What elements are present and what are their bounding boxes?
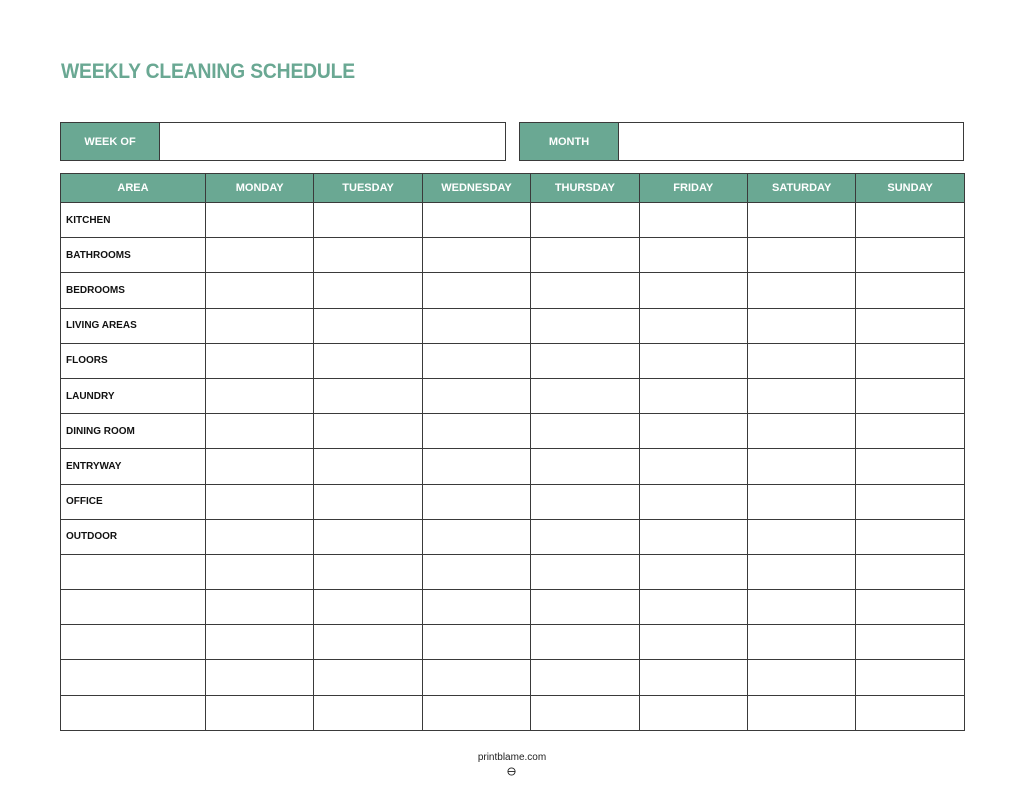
column-header-thursday: THURSDAY — [531, 174, 639, 203]
schedule-cell[interactable] — [639, 308, 747, 343]
schedule-cell[interactable] — [422, 238, 530, 273]
schedule-cell[interactable] — [531, 343, 639, 378]
footer-text: printblame.com — [477, 752, 547, 763]
area-cell: OUTDOOR — [61, 519, 206, 554]
schedule-cell[interactable] — [531, 203, 639, 238]
schedule-cell[interactable] — [639, 414, 747, 449]
schedule-cell[interactable] — [531, 660, 639, 695]
area-cell: LIVING AREAS — [61, 308, 206, 343]
schedule-cell[interactable] — [206, 590, 314, 625]
schedule-cell[interactable] — [747, 484, 855, 519]
area-cell[interactable] — [61, 660, 206, 695]
column-header-sunday: SUNDAY — [856, 174, 965, 203]
schedule-cell[interactable] — [422, 203, 530, 238]
schedule-cell[interactable] — [531, 625, 639, 660]
schedule-cell[interactable] — [314, 695, 422, 730]
table-row — [61, 238, 965, 273]
schedule-cell[interactable] — [639, 695, 747, 730]
printblame-logo-icon — [507, 767, 516, 776]
area-cell: FLOORS — [61, 343, 206, 378]
page-title: WEEKLY CLEANING SCHEDULE — [61, 60, 356, 83]
schedule-cell[interactable] — [314, 203, 422, 238]
schedule-cell[interactable] — [531, 378, 639, 413]
schedule-cell[interactable] — [639, 519, 747, 554]
schedule-cell[interactable] — [531, 590, 639, 625]
schedule-cell[interactable] — [422, 484, 530, 519]
schedule-cell[interactable] — [314, 273, 422, 308]
table-row — [61, 308, 965, 343]
schedule-cell[interactable] — [747, 449, 855, 484]
area-cell[interactable] — [61, 695, 206, 730]
schedule-cell[interactable] — [639, 378, 747, 413]
schedule-cell[interactable] — [856, 519, 965, 554]
month-input[interactable] — [619, 123, 963, 160]
column-header-saturday: SATURDAY — [747, 174, 855, 203]
schedule-cell[interactable] — [856, 308, 965, 343]
schedule-cell[interactable] — [747, 238, 855, 273]
table-row — [61, 554, 965, 589]
schedule-cell[interactable] — [639, 625, 747, 660]
schedule-cell[interactable] — [639, 590, 747, 625]
schedule-cell[interactable] — [314, 625, 422, 660]
column-header-wednesday: WEDNESDAY — [422, 174, 530, 203]
schedule-cell[interactable] — [422, 625, 530, 660]
schedule-cell[interactable] — [206, 273, 314, 308]
schedule-cell[interactable] — [531, 695, 639, 730]
table-row — [61, 590, 965, 625]
schedule-cell[interactable] — [747, 203, 855, 238]
schedule-cell[interactable] — [206, 625, 314, 660]
table-row — [61, 203, 965, 238]
schedule-body — [61, 203, 965, 731]
schedule-cell[interactable] — [531, 238, 639, 273]
schedule-cell[interactable] — [639, 238, 747, 273]
schedule-cell[interactable] — [206, 414, 314, 449]
schedule-cell[interactable] — [206, 519, 314, 554]
schedule-cell[interactable] — [422, 695, 530, 730]
schedule-cell[interactable] — [747, 414, 855, 449]
schedule-cell[interactable] — [856, 343, 965, 378]
area-cell: BATHROOMS — [61, 238, 206, 273]
schedule-cell[interactable] — [422, 519, 530, 554]
schedule-cell[interactable] — [206, 695, 314, 730]
week-of-field — [60, 122, 506, 161]
week-of-input[interactable] — [160, 123, 505, 160]
schedule-cell[interactable] — [747, 554, 855, 589]
schedule-cell[interactable] — [314, 554, 422, 589]
table-row — [61, 273, 965, 308]
schedule-cell[interactable] — [314, 308, 422, 343]
schedule-cell[interactable] — [422, 660, 530, 695]
schedule-cell[interactable] — [856, 414, 965, 449]
schedule-cell[interactable] — [206, 308, 314, 343]
schedule-cell[interactable] — [639, 449, 747, 484]
area-cell: ENTRYWAY — [61, 449, 206, 484]
schedule-cell[interactable] — [314, 378, 422, 413]
area-cell[interactable] — [61, 590, 206, 625]
area-cell: BEDROOMS — [61, 273, 206, 308]
table-row — [61, 343, 965, 378]
schedule-cell[interactable] — [639, 554, 747, 589]
schedule-cell[interactable] — [639, 660, 747, 695]
schedule-cell[interactable] — [206, 554, 314, 589]
week-of-label: WEEK OF — [61, 123, 160, 160]
area-cell: LAUNDRY — [61, 378, 206, 413]
schedule-cell[interactable] — [531, 449, 639, 484]
schedule-cell[interactable] — [206, 343, 314, 378]
schedule-cell[interactable] — [206, 203, 314, 238]
table-row — [61, 519, 965, 554]
table-row — [61, 449, 965, 484]
schedule-cell[interactable] — [314, 449, 422, 484]
schedule-cell[interactable] — [747, 273, 855, 308]
table-row — [61, 484, 965, 519]
schedule-cell[interactable] — [639, 203, 747, 238]
schedule-cell[interactable] — [422, 449, 530, 484]
schedule-cell[interactable] — [422, 378, 530, 413]
schedule-cell[interactable] — [314, 590, 422, 625]
schedule-cell[interactable] — [206, 484, 314, 519]
schedule-cell[interactable] — [747, 343, 855, 378]
area-cell[interactable] — [61, 625, 206, 660]
schedule-cell[interactable] — [422, 590, 530, 625]
schedule-cell[interactable] — [206, 378, 314, 413]
schedule-cell[interactable] — [856, 273, 965, 308]
schedule-cell[interactable] — [747, 695, 855, 730]
schedule-cell[interactable] — [314, 519, 422, 554]
header-row — [61, 174, 965, 203]
schedule-cell[interactable] — [856, 378, 965, 413]
schedule-cell[interactable] — [422, 343, 530, 378]
schedule-cell[interactable] — [206, 238, 314, 273]
schedule-cell[interactable] — [856, 590, 965, 625]
column-header-tuesday: TUESDAY — [314, 174, 422, 203]
schedule-cell[interactable] — [639, 343, 747, 378]
schedule-cell[interactable] — [531, 484, 639, 519]
area-cell: OFFICE — [61, 484, 206, 519]
schedule-cell[interactable] — [531, 308, 639, 343]
month-label: MONTH — [520, 123, 619, 160]
column-header-monday: MONDAY — [206, 174, 314, 203]
schedule-cell[interactable] — [314, 660, 422, 695]
schedule-cell[interactable] — [639, 273, 747, 308]
column-header-area: AREA — [61, 174, 206, 203]
table-row — [61, 660, 965, 695]
schedule-cell[interactable] — [422, 308, 530, 343]
column-header-friday: FRIDAY — [639, 174, 747, 203]
schedule-cell[interactable] — [747, 625, 855, 660]
schedule-cell[interactable] — [856, 238, 965, 273]
schedule-table — [60, 173, 965, 731]
schedule-cell[interactable] — [531, 273, 639, 308]
month-field — [519, 122, 964, 161]
schedule-cell[interactable] — [422, 273, 530, 308]
table-row — [61, 695, 965, 730]
schedule-cell[interactable] — [856, 625, 965, 660]
schedule-cell[interactable] — [747, 519, 855, 554]
area-cell[interactable] — [61, 554, 206, 589]
schedule-cell[interactable] — [531, 519, 639, 554]
table-row — [61, 625, 965, 660]
schedule-cell[interactable] — [856, 203, 965, 238]
schedule-cell[interactable] — [314, 414, 422, 449]
schedule-cell[interactable] — [314, 238, 422, 273]
schedule-cell[interactable] — [856, 554, 965, 589]
schedule-cell[interactable] — [747, 590, 855, 625]
schedule-cell[interactable] — [206, 449, 314, 484]
schedule-cell[interactable] — [856, 449, 965, 484]
table-row — [61, 378, 965, 413]
schedule-cell[interactable] — [314, 484, 422, 519]
schedule-cell[interactable] — [747, 660, 855, 695]
schedule-cell[interactable] — [639, 484, 747, 519]
schedule-cell[interactable] — [531, 554, 639, 589]
schedule-cell[interactable] — [422, 414, 530, 449]
schedule-cell[interactable] — [206, 660, 314, 695]
schedule-cell[interactable] — [856, 484, 965, 519]
schedule-cell[interactable] — [422, 554, 530, 589]
schedule-cell[interactable] — [531, 414, 639, 449]
schedule-cell[interactable] — [856, 660, 965, 695]
schedule-cell[interactable] — [314, 343, 422, 378]
schedule-cell[interactable] — [856, 695, 965, 730]
table-row — [61, 414, 965, 449]
schedule-cell[interactable] — [747, 308, 855, 343]
area-cell: DINING ROOM — [61, 414, 206, 449]
area-cell: KITCHEN — [61, 203, 206, 238]
schedule-cell[interactable] — [747, 378, 855, 413]
